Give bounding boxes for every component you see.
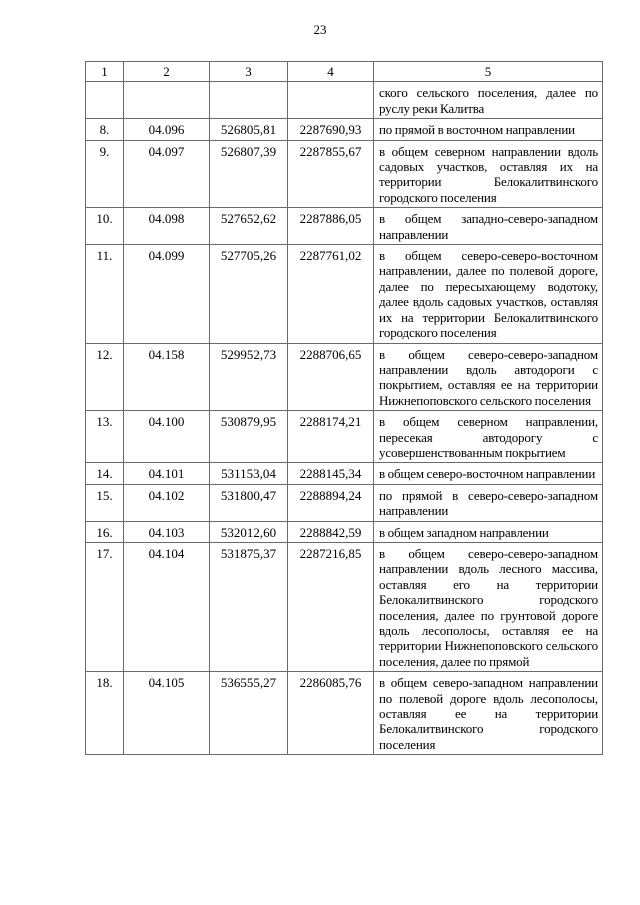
table-row bbox=[86, 484, 603, 521]
x-coordinate-cell: 531875,37 bbox=[210, 542, 288, 671]
point-code-cell: 04.097 bbox=[124, 140, 210, 208]
header-cell: 2 bbox=[124, 62, 210, 82]
point-number-cell: 12. bbox=[86, 343, 124, 411]
point-code-cell: 04.098 bbox=[124, 208, 210, 245]
header-cell: 4 bbox=[288, 62, 374, 82]
header-cell: 1 bbox=[86, 62, 124, 82]
x-coordinate-cell: 530879,95 bbox=[210, 411, 288, 463]
point-number-cell: 15. bbox=[86, 484, 124, 521]
point-code-cell: 04.096 bbox=[124, 119, 210, 140]
point-code-cell: 04.099 bbox=[124, 245, 210, 343]
table-row bbox=[86, 208, 603, 245]
point-number-cell: 14. bbox=[86, 463, 124, 484]
table-row bbox=[86, 411, 603, 463]
table-row bbox=[86, 672, 603, 755]
boundary-description-cell: по прямой в восточном направлении bbox=[374, 119, 603, 140]
x-coordinate-cell: 526807,39 bbox=[210, 140, 288, 208]
x-coordinate-cell: 531800,47 bbox=[210, 484, 288, 521]
y-coordinate-cell bbox=[288, 82, 374, 119]
table-row bbox=[86, 140, 603, 208]
boundary-description-cell: в общем северо-северо-западном направлении вдоль автодороги с покрытием, оставляя ее на территории Нижнепоповского сельского поселения bbox=[374, 343, 603, 411]
table-row bbox=[86, 463, 603, 484]
y-coordinate-cell: 2287855,67 bbox=[288, 140, 374, 208]
x-coordinate-cell: 527705,26 bbox=[210, 245, 288, 343]
boundary-description-cell: в общем западно-северо-западном направлении bbox=[374, 208, 603, 245]
y-coordinate-cell: 2288174,21 bbox=[288, 411, 374, 463]
boundary-description-cell: в общем северо-восточном направлении bbox=[374, 463, 603, 484]
table-row bbox=[86, 542, 603, 671]
x-coordinate-cell: 532012,60 bbox=[210, 521, 288, 542]
table-row bbox=[86, 521, 603, 542]
y-coordinate-cell: 2288842,59 bbox=[288, 521, 374, 542]
boundary-description-cell: в общем северо-западном направлении по полевой дороге вдоль лесополосы, оставляя ее на территории Белокалитвинского городского поселения bbox=[374, 672, 603, 755]
point-code-cell bbox=[124, 82, 210, 119]
point-code-cell: 04.101 bbox=[124, 463, 210, 484]
x-coordinate-cell: 536555,27 bbox=[210, 672, 288, 755]
table-header-row bbox=[86, 62, 603, 82]
boundary-points-table bbox=[85, 61, 603, 755]
point-code-cell: 04.104 bbox=[124, 542, 210, 671]
boundary-description-cell: ского сельского поселения, далее по руслу реки Калитва bbox=[374, 82, 603, 119]
point-number-cell: 8. bbox=[86, 119, 124, 140]
point-number-cell: 9. bbox=[86, 140, 124, 208]
y-coordinate-cell: 2288145,34 bbox=[288, 463, 374, 484]
point-code-cell: 04.158 bbox=[124, 343, 210, 411]
x-coordinate-cell: 526805,81 bbox=[210, 119, 288, 140]
x-coordinate-cell: 527652,62 bbox=[210, 208, 288, 245]
y-coordinate-cell: 2287761,02 bbox=[288, 245, 374, 343]
point-code-cell: 04.103 bbox=[124, 521, 210, 542]
header-cell: 3 bbox=[210, 62, 288, 82]
point-number-cell: 10. bbox=[86, 208, 124, 245]
table-row bbox=[86, 119, 603, 140]
point-number-cell: 13. bbox=[86, 411, 124, 463]
header-cell: 5 bbox=[374, 62, 603, 82]
point-number-cell: 18. bbox=[86, 672, 124, 755]
boundary-description-cell: в общем западном направлении bbox=[374, 521, 603, 542]
page-number: 23 bbox=[313, 22, 327, 37]
table-row bbox=[86, 245, 603, 343]
point-code-cell: 04.100 bbox=[124, 411, 210, 463]
x-coordinate-cell bbox=[210, 82, 288, 119]
y-coordinate-cell: 2288706,65 bbox=[288, 343, 374, 411]
point-code-cell: 04.102 bbox=[124, 484, 210, 521]
point-number-cell: 17. bbox=[86, 542, 124, 671]
y-coordinate-cell: 2286085,76 bbox=[288, 672, 374, 755]
boundary-description-cell: в общем северном направлении вдоль садовых участков, оставляя их на территории Белокалитвинского городского поселения bbox=[374, 140, 603, 208]
x-coordinate-cell: 529952,73 bbox=[210, 343, 288, 411]
x-coordinate-cell: 531153,04 bbox=[210, 463, 288, 484]
y-coordinate-cell: 2287690,93 bbox=[288, 119, 374, 140]
point-number-cell: 11. bbox=[86, 245, 124, 343]
y-coordinate-cell: 2287216,85 bbox=[288, 542, 374, 671]
boundary-description-cell: в общем северо-северо-западном направлении вдоль лесного массива, оставляя его на территории Белокалитвинского городского поселения, далее по грунтовой дороге вдоль лесополосы, оставляя ее на территории Нижнепоповского сельского поселения, далее по прямой bbox=[374, 542, 603, 671]
y-coordinate-cell: 2288894,24 bbox=[288, 484, 374, 521]
point-number-cell: 16. bbox=[86, 521, 124, 542]
point-number-cell bbox=[86, 82, 124, 119]
table-row bbox=[86, 343, 603, 411]
y-coordinate-cell: 2287886,05 bbox=[288, 208, 374, 245]
boundary-description-cell: в общем северном направлении, пересекая автодорогу с усовершенствованным покрытием bbox=[374, 411, 603, 463]
boundary-description-cell: в общем северо-северо-восточном направлении, далее по полевой дороге, далее по пересыхающему водотоку, далее вдоль садовых участков, оставляя их на территории Белокалитвинского городского поселения bbox=[374, 245, 603, 343]
boundary-description-cell: по прямой в северо-северо-западном направлении bbox=[374, 484, 603, 521]
point-code-cell: 04.105 bbox=[124, 672, 210, 755]
table-row bbox=[86, 82, 603, 119]
